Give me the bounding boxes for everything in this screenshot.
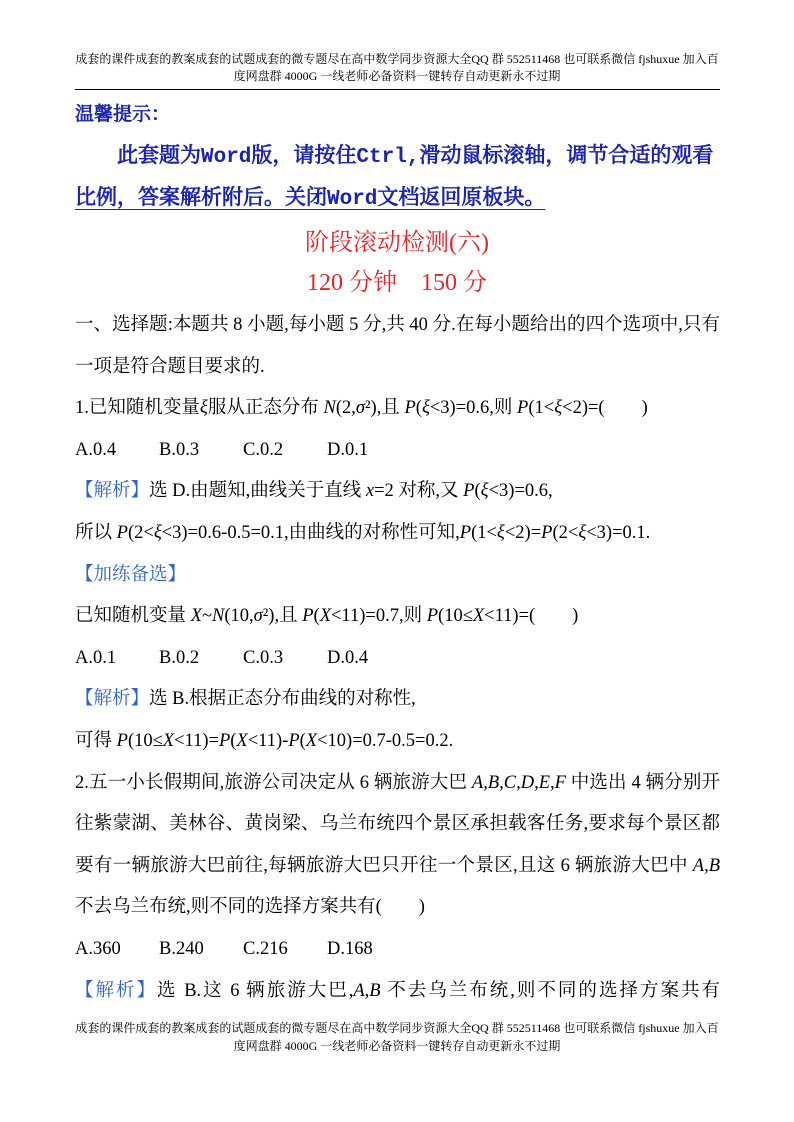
- q1-option-b: B.0.3: [159, 439, 200, 460]
- text-run: 已知随机变量: [75, 606, 191, 627]
- q1-option-c: C.0.2: [243, 439, 284, 460]
- q1-analysis-line-1: [75, 471, 720, 513]
- math-symbol: P: [302, 606, 314, 627]
- text-run: (1<: [471, 522, 497, 543]
- q2-analysis-line-1: [75, 971, 720, 1013]
- section-heading-line-1: 一、选择题:本题共 8 小题,每小题 5 分,共 40 分.在每小题给出的四个选项中,只有: [75, 315, 720, 335]
- extra-options: [75, 638, 720, 680]
- extra-stem: [75, 596, 720, 638]
- text-run: 2.五一小长假期间,旅游公司决定从 6 辆旅游大巴: [75, 772, 472, 793]
- extra-analysis-line-1: [75, 679, 720, 721]
- tip-line-1: 此套题为Word版，请按住Ctrl,滑动鼠标滚轴，调节合适的观看: [117, 146, 714, 169]
- extra-analysis-line-2: [75, 721, 720, 763]
- text-run: =2 对称,又: [374, 481, 464, 502]
- analysis-text: [149, 481, 553, 501]
- math-symbol: P: [517, 398, 529, 419]
- tip-line-2: 比例，答案解析附后。关闭Word文档返回原板块。: [75, 188, 546, 211]
- q2-option-c: C.216: [243, 938, 288, 959]
- math-symbol: P: [426, 606, 439, 627]
- extra-option-c: C.0.3: [243, 647, 284, 668]
- math-symbol: ξ: [153, 522, 162, 543]
- text-run: 1.已知随机变量: [75, 398, 200, 419]
- math-symbol: X: [162, 730, 175, 751]
- math-symbol: P: [541, 522, 553, 543]
- q2-option-b: B.240: [159, 938, 204, 959]
- q2-option-a: A.360: [75, 938, 121, 959]
- text-run: 选 B.这 6 辆旅游大巴,: [157, 980, 354, 1001]
- text-run: ²),且: [262, 606, 303, 627]
- extra-practice-label-line: [75, 555, 720, 597]
- math-symbol: ξ: [496, 522, 505, 543]
- page-footer-line-2: 度网盘群 4000G 一线老师必备资料一键转存自动更新永不过期: [233, 1039, 561, 1053]
- text-run: <3)=0.6,则: [429, 398, 518, 419]
- math-symbol: P: [218, 730, 231, 751]
- text-run: (: [474, 481, 481, 502]
- text-run: 选 B.根据正态分布曲线的对称性,: [149, 689, 416, 710]
- q2-stem-line-1: [75, 763, 720, 805]
- time-and-score: 120 分钟 150 分: [307, 270, 487, 296]
- text-run: 要有一辆旅游大巴前往,每辆旅游大巴只开往一个景区,且这 6 辆旅游大巴中: [75, 855, 693, 876]
- text-run: (2<: [552, 522, 579, 543]
- text-run: <3)=0.6,: [488, 481, 553, 502]
- text-run: <11)=0.7,则: [331, 606, 427, 627]
- text-run: <10)=0.7-0.5=0.2.: [317, 730, 454, 751]
- extra-practice-label: 【加练备选】: [75, 564, 187, 585]
- text-run: (10,: [224, 606, 254, 627]
- math-symbol: ξ: [578, 522, 587, 543]
- text-run: 服从正态分布: [207, 398, 324, 419]
- math-symbol: ξ: [554, 398, 563, 419]
- q2-stem-line-4: 不去乌兰布统,则不同的选择方案共有( ): [75, 897, 425, 918]
- q2-stem-line-3: [75, 846, 720, 888]
- math-symbol: A,B: [692, 855, 720, 876]
- math-symbol: P: [116, 730, 128, 751]
- math-symbol: P: [463, 481, 475, 502]
- text-run: <11)=: [174, 730, 219, 751]
- analysis-text: [149, 689, 416, 709]
- q2-option-d: D.168: [327, 938, 373, 959]
- header-rule: [75, 89, 720, 90]
- analysis-label: 【解析】: [75, 481, 150, 502]
- page-title: 阶段滚动检测(六): [305, 230, 489, 256]
- text-run: <11)-: [247, 730, 289, 751]
- page-header-line-2: 度网盘群 4000G 一线老师必备资料一键转存自动更新永不过期: [233, 69, 561, 83]
- math-symbol: P: [288, 730, 300, 751]
- q2-options: [75, 929, 720, 971]
- text-run: (: [415, 398, 422, 419]
- text-run: (2<: [127, 522, 154, 543]
- text-run: (2,: [335, 398, 356, 419]
- text-run: <2)=( ): [562, 398, 648, 419]
- text-run: (: [299, 730, 306, 751]
- math-symbol: ξ: [199, 398, 208, 419]
- math-symbol: ξ: [480, 481, 489, 502]
- q1-analysis-line-2: [75, 513, 720, 555]
- analysis-text: [157, 981, 720, 1001]
- math-symbol: X: [236, 730, 248, 751]
- text-run: 中选出 4 辆分别开: [565, 772, 720, 793]
- q1-options: [75, 430, 720, 472]
- extra-option-a: A.0.1: [75, 647, 117, 668]
- text-run: 选 D.由题知,曲线关于直线: [149, 481, 366, 502]
- text-run: 所以: [75, 522, 117, 543]
- math-symbol: ξ: [421, 398, 430, 419]
- math-symbol: x: [365, 481, 375, 502]
- text-run: 不去乌兰布统,则不同的选择方案共有: [380, 980, 720, 1001]
- math-symbol: P: [459, 522, 472, 543]
- extra-option-d: D.0.4: [327, 647, 369, 668]
- analysis-label: 【解析】: [75, 980, 158, 1001]
- math-symbol: N: [323, 398, 336, 419]
- page-header-line-1: 成套的课件成套的教案成套的试题成套的微专题尽在高中数学同步资源大全QQ 群 552511468 也可联系微信 fjshuxue 加入百: [75, 52, 719, 66]
- math-symbol: X: [472, 606, 485, 627]
- text-run: <3)=0.1.: [586, 522, 651, 543]
- text-run: <2)=: [504, 522, 542, 543]
- math-symbol: A,B,C,D,E,F: [471, 772, 566, 793]
- tip-title: 温馨提示：: [75, 104, 171, 126]
- q1-stem: [75, 388, 720, 430]
- math-symbol: A,B: [353, 980, 381, 1001]
- text-run: (1<: [528, 398, 555, 419]
- text-run: (: [313, 606, 320, 627]
- math-symbol: X: [305, 730, 318, 751]
- analysis-label: 【解析】: [75, 689, 150, 710]
- text-run: ~: [201, 606, 212, 627]
- math-symbol: X: [319, 606, 331, 627]
- document-body: [75, 305, 720, 1012]
- text-run: (10≤: [438, 606, 473, 627]
- math-symbol: σ: [355, 398, 365, 419]
- text-run: ²),且: [364, 398, 405, 419]
- text-run: <11)=( ): [484, 606, 579, 627]
- math-symbol: X: [190, 606, 202, 627]
- page-footer-line-1: 成套的课件成套的教案成套的试题成套的微专题尽在高中数学同步资源大全QQ 群 552511468 也可联系微信 fjshuxue 加入百: [75, 1021, 719, 1035]
- q1-option-a: A.0.4: [75, 439, 117, 460]
- math-symbol: P: [116, 522, 128, 543]
- section-heading-line-2: 一项是符合题目要求的.: [75, 356, 265, 377]
- math-symbol: P: [404, 398, 416, 419]
- extra-option-b: B.0.2: [159, 647, 200, 668]
- math-symbol: σ: [253, 606, 263, 627]
- text-run: <3)=0.6-0.5=0.1,由曲线的对称性可知,: [161, 522, 460, 543]
- q1-option-d: D.0.1: [327, 439, 369, 460]
- q2-stem-line-2: 往紫蒙湖、美林谷、黄岗梁、乌兰布统四个景区承担载客任务,要求每个景区都: [75, 814, 720, 835]
- text-run: (10≤: [127, 730, 163, 751]
- text-run: 可得: [75, 730, 117, 751]
- text-run: (: [230, 730, 237, 751]
- math-symbol: N: [211, 606, 225, 627]
